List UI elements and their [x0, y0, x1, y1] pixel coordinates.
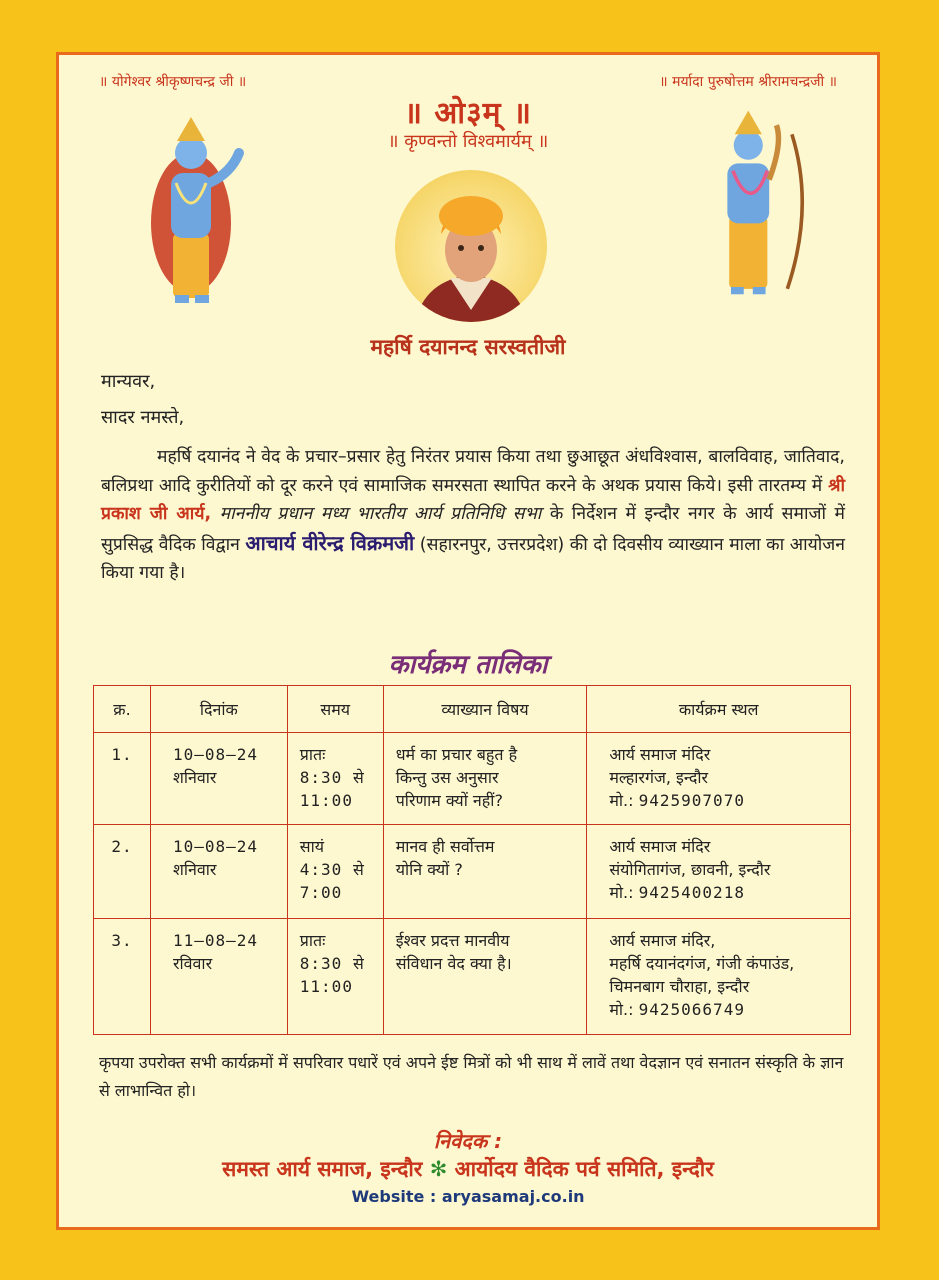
row-phone-label: मो.: — [609, 791, 634, 810]
row-day: रविवार — [172, 954, 213, 973]
rama-label: ॥ मर्यादा पुरुषोत्तम श्रीरामचन्द्रजी ॥ — [659, 74, 837, 90]
greeting: सादर नमस्ते, — [101, 407, 185, 428]
col-header-no: क्र. — [94, 686, 151, 733]
salutation: मान्यवर, — [101, 371, 156, 392]
row-topic: ईश्वर प्रदत्त मानवीय — [395, 931, 510, 950]
table-row — [94, 733, 851, 825]
row-phone-label: मो.: — [609, 1000, 634, 1019]
organizer-1: समस्त आर्य समाज, इन्दौर — [222, 1157, 423, 1181]
row-venue: आर्य समाज मंदिर — [609, 745, 711, 764]
krishna-image — [121, 113, 261, 313]
invitation-card — [56, 52, 880, 1230]
row-date: 11–08–24 — [172, 931, 259, 950]
row-venue: महर्षि दयानंदगंज, गंजी कंपाउंड, — [609, 954, 795, 973]
mantra-line: ॥ कृण्वन्तो विश्वमार्यम् ॥ — [387, 131, 549, 152]
row-time-label: प्रातः — [299, 931, 326, 950]
row-time-label: प्रातः — [299, 745, 326, 764]
row-time-end: 7:00 — [299, 883, 343, 902]
row-time-label: सायं — [299, 837, 325, 856]
row-topic: किन्तु उस अनुसार — [395, 768, 499, 787]
portrait-name: महर्षि दयानन्द सरस्वतीजी — [370, 335, 566, 359]
paragraph-text-mid: के निर्देशन में इन्दौर नगर के आर्य समाजों में सुप्रसिद्ध वैदिक विद्वान — [101, 504, 846, 555]
row-no: 1. — [111, 745, 133, 764]
invitation-paragraph — [101, 443, 845, 588]
dayanand-portrait — [395, 170, 547, 322]
table-row — [94, 825, 851, 919]
row-venue: मल्हारगंज, इन्दौर — [609, 768, 709, 787]
row-time-range: 8:30 से — [299, 954, 365, 973]
schedule-title: कार्यक्रम तालिका — [388, 650, 548, 680]
row-date: 10–08–24 — [172, 745, 259, 764]
speaker-name: आचार्य वीरेन्द्र विक्रमजी — [245, 530, 415, 555]
row-venue: आर्य समाज मंदिर — [609, 837, 711, 856]
row-phone-label: मो.: — [609, 883, 634, 902]
president-title: माननीय प्रधान मध्य भारतीय आर्य प्रतिनिधि सभा — [211, 504, 542, 524]
organizer-2: आर्योदय वैदिक पर्व समिति, इन्दौर — [454, 1157, 714, 1181]
row-time-range: 8:30 से — [299, 768, 365, 787]
row-no: 3. — [111, 931, 133, 950]
row-venue: संयोगितागंज, छावनी, इन्दौर — [609, 860, 771, 879]
website-link[interactable]: Website : aryasamaj.co.in — [351, 1187, 585, 1206]
organizers-line — [59, 1155, 877, 1183]
row-day: शनिवार — [172, 860, 217, 879]
table-row — [94, 919, 851, 1035]
col-header-date: दिनांक — [150, 686, 287, 733]
row-topic: परिणाम क्यों नहीं? — [395, 791, 503, 810]
row-time-end: 11:00 — [299, 791, 353, 810]
separator-icon: ✻ — [429, 1157, 448, 1181]
row-venue: आर्य समाज मंदिर, — [609, 931, 716, 950]
row-venue: चिमनबाग चौराहा, इन्दौर — [609, 977, 750, 996]
col-header-time: समय — [287, 686, 383, 733]
col-header-topic: व्याख्यान विषय — [383, 686, 587, 733]
row-no: 2. — [111, 837, 133, 856]
om-heading: ॥ ओ३म् ॥ — [403, 96, 533, 131]
row-phone: 9425907070 — [638, 791, 745, 810]
row-time-end: 11:00 — [299, 977, 353, 996]
krishna-label: ॥ योगेश्वर श्रीकृष्णचन्द्र जी ॥ — [99, 74, 247, 90]
row-topic: योनि क्यों ? — [395, 860, 463, 879]
row-topic: धर्म का प्रचार बहुत है — [395, 745, 518, 764]
row-time-range: 4:30 से — [299, 860, 365, 879]
nivedak-label: निवेदक : — [433, 1129, 503, 1153]
paragraph-text: महर्षि दयानंद ने वेद के प्रचार–प्रसार हेतु निरंतर प्रयास किया तथा छुआछूत अंधविश्वास, बालविवाह, जातिवाद, बलिप्रथा आदि कुरीतियों को दूर करने एवं सामाजिक समरसता स्थापित करने के अथक प्रयास किये। इसी तारतम्य में — [101, 447, 845, 496]
row-phone: 9425066749 — [638, 1000, 745, 1019]
row-date: 10–08–24 — [172, 837, 259, 856]
col-header-venue: कार्यक्रम स्थल — [587, 686, 851, 733]
row-topic: मानव ही सर्वोत्तम — [395, 837, 495, 856]
table-header-row — [94, 686, 851, 733]
row-day: शनिवार — [172, 768, 217, 787]
footer-note: कृपया उपरोक्त सभी कार्यक्रमों में सपरिवार पधारें एवं अपने ईष्ट मित्रों को भी साथ में लावें तथा वेदज्ञान एवं सनातन संस्कृति के ज्ञान से लाभान्वित हो। — [99, 1053, 844, 1100]
rama-image — [681, 107, 821, 307]
row-phone: 9425400218 — [638, 883, 745, 902]
schedule-table — [93, 685, 851, 1035]
row-topic: संविधान वेद क्या है। — [395, 954, 512, 973]
president-name: श्री प्रकाश जी आर्य, — [101, 475, 845, 524]
paragraph-text-end: (सहारनपुर, उत्तरप्रदेश) की दो दिवसीय व्याख्यान माला का आयोजन किया गया है। — [101, 534, 845, 583]
